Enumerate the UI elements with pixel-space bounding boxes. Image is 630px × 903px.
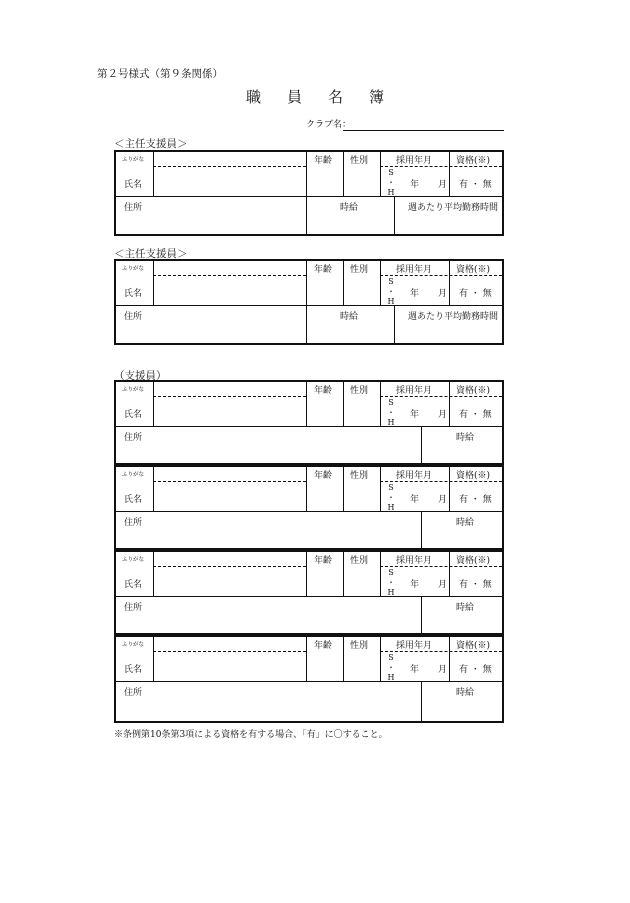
section-label-chief-1: ＜主任支援員＞ xyxy=(114,138,188,150)
furigana-label: ふりがな xyxy=(122,557,145,563)
qualification-options: 有 ・ 無 xyxy=(459,289,492,299)
page-title: 職員名簿 xyxy=(245,88,410,106)
era-dot: ・ xyxy=(387,408,395,417)
name-label: 氏名 xyxy=(124,289,143,299)
era-h: H xyxy=(387,297,395,306)
era-s: S xyxy=(388,168,394,177)
address-label: 住所 xyxy=(124,518,143,528)
hire-date-label: 採用年月 xyxy=(396,156,433,166)
chief-staff-block xyxy=(114,259,504,345)
era-selector[interactable] xyxy=(386,483,396,513)
qualification-options: 有 ・ 無 xyxy=(459,495,492,505)
hire-date-label: 採用年月 xyxy=(396,471,433,481)
hourly-wage-label: 時給 xyxy=(340,203,359,213)
form-number: 第２号様式（第９条関係） xyxy=(97,68,223,80)
year-label: 年 xyxy=(410,580,420,590)
era-selector[interactable] xyxy=(386,168,396,198)
name-label: 氏名 xyxy=(124,495,143,505)
month-label: 月 xyxy=(438,289,448,299)
furigana-label: ふりがな xyxy=(122,157,145,163)
hourly-wage-label: 時給 xyxy=(456,518,475,528)
qualification-label: 資格(※) xyxy=(456,641,491,651)
era-dot: ・ xyxy=(387,287,395,296)
furigana-label: ふりがな xyxy=(122,387,145,393)
club-name-label: クラブ名： xyxy=(306,120,352,130)
section-label-chief-2: ＜主任支援員＞ xyxy=(114,248,188,260)
era-dot: ・ xyxy=(387,578,395,587)
address-label: 住所 xyxy=(124,603,143,613)
qualification-label: 資格(※) xyxy=(456,556,491,566)
era-h: H xyxy=(387,503,395,512)
hire-date-label: 採用年月 xyxy=(396,641,433,651)
qualification-options: 有 ・ 無 xyxy=(459,665,492,675)
name-field[interactable] xyxy=(155,168,304,194)
furigana-label: ふりがな xyxy=(122,472,145,478)
sex-label: 性別 xyxy=(350,641,369,651)
age-label: 年齢 xyxy=(314,386,333,396)
address-label: 住所 xyxy=(124,433,143,443)
hourly-wage-label: 時給 xyxy=(456,688,475,698)
footnote: ※条例第10条第3項による資格を有する場合、「有」に〇すること。 xyxy=(114,730,388,740)
hourly-wage-label: 時給 xyxy=(340,312,359,322)
month-label: 月 xyxy=(438,495,448,505)
year-label: 年 xyxy=(410,180,420,190)
era-h: H xyxy=(387,673,395,682)
era-dot: ・ xyxy=(387,178,395,187)
month-label: 月 xyxy=(438,180,448,190)
era-selector[interactable] xyxy=(386,398,396,428)
qualification-label: 資格(※) xyxy=(456,386,491,396)
name-label: 氏名 xyxy=(124,665,143,675)
year-label: 年 xyxy=(410,410,420,420)
staff-block xyxy=(114,465,504,550)
staff-block xyxy=(114,380,504,465)
name-field[interactable] xyxy=(155,277,304,303)
hire-date-label: 採用年月 xyxy=(396,386,433,396)
age-label: 年齢 xyxy=(314,265,333,275)
era-s: S xyxy=(388,277,394,286)
era-selector[interactable] xyxy=(386,277,396,307)
name-field[interactable] xyxy=(155,568,304,594)
sex-label: 性別 xyxy=(350,556,369,566)
era-h: H xyxy=(387,188,395,197)
sex-label: 性別 xyxy=(350,471,369,481)
era-s: S xyxy=(388,653,394,662)
sex-label: 性別 xyxy=(350,265,369,275)
age-label: 年齢 xyxy=(314,641,333,651)
month-label: 月 xyxy=(438,410,448,420)
era-s: S xyxy=(388,568,394,577)
year-label: 年 xyxy=(410,665,420,675)
sex-label: 性別 xyxy=(350,386,369,396)
hire-date-label: 採用年月 xyxy=(396,265,433,275)
age-label: 年齢 xyxy=(314,556,333,566)
section-label-staff: （支援員） xyxy=(114,370,167,382)
name-label: 氏名 xyxy=(124,410,143,420)
hourly-wage-label: 時給 xyxy=(456,433,475,443)
name-label: 氏名 xyxy=(124,180,143,190)
era-dot: ・ xyxy=(387,493,395,502)
weekly-hours-label: 週あたり平均勤務時間 xyxy=(408,203,499,213)
address-label: 住所 xyxy=(124,688,143,698)
era-h: H xyxy=(387,418,395,427)
hourly-wage-label: 時給 xyxy=(456,603,475,613)
name-field[interactable] xyxy=(155,398,304,424)
era-s: S xyxy=(388,398,394,407)
era-selector[interactable] xyxy=(386,568,396,598)
furigana-label: ふりがな xyxy=(122,642,145,648)
name-label: 氏名 xyxy=(124,580,143,590)
qualification-label: 資格(※) xyxy=(456,265,491,275)
age-label: 年齢 xyxy=(314,156,333,166)
name-field[interactable] xyxy=(155,653,304,679)
qualification-label: 資格(※) xyxy=(456,471,491,481)
qualification-options: 有 ・ 無 xyxy=(459,180,492,190)
month-label: 月 xyxy=(438,580,448,590)
era-h: H xyxy=(387,588,395,597)
month-label: 月 xyxy=(438,665,448,675)
year-label: 年 xyxy=(410,495,420,505)
chief-staff-block xyxy=(114,150,504,236)
address-label: 住所 xyxy=(124,312,143,322)
era-dot: ・ xyxy=(387,663,395,672)
club-name-field[interactable] xyxy=(343,130,504,131)
staff-block xyxy=(114,635,504,723)
hire-date-label: 採用年月 xyxy=(396,556,433,566)
year-label: 年 xyxy=(410,289,420,299)
weekly-hours-label: 週あたり平均勤務時間 xyxy=(408,312,499,322)
era-selector[interactable] xyxy=(386,653,396,683)
staff-block xyxy=(114,550,504,635)
qualification-options: 有 ・ 無 xyxy=(459,580,492,590)
name-field[interactable] xyxy=(155,483,304,509)
address-label: 住所 xyxy=(124,203,143,213)
qualification-options: 有 ・ 無 xyxy=(459,410,492,420)
furigana-label: ふりがな xyxy=(122,266,145,272)
age-label: 年齢 xyxy=(314,471,333,481)
sex-label: 性別 xyxy=(350,156,369,166)
qualification-label: 資格(※) xyxy=(456,156,491,166)
era-s: S xyxy=(388,483,394,492)
